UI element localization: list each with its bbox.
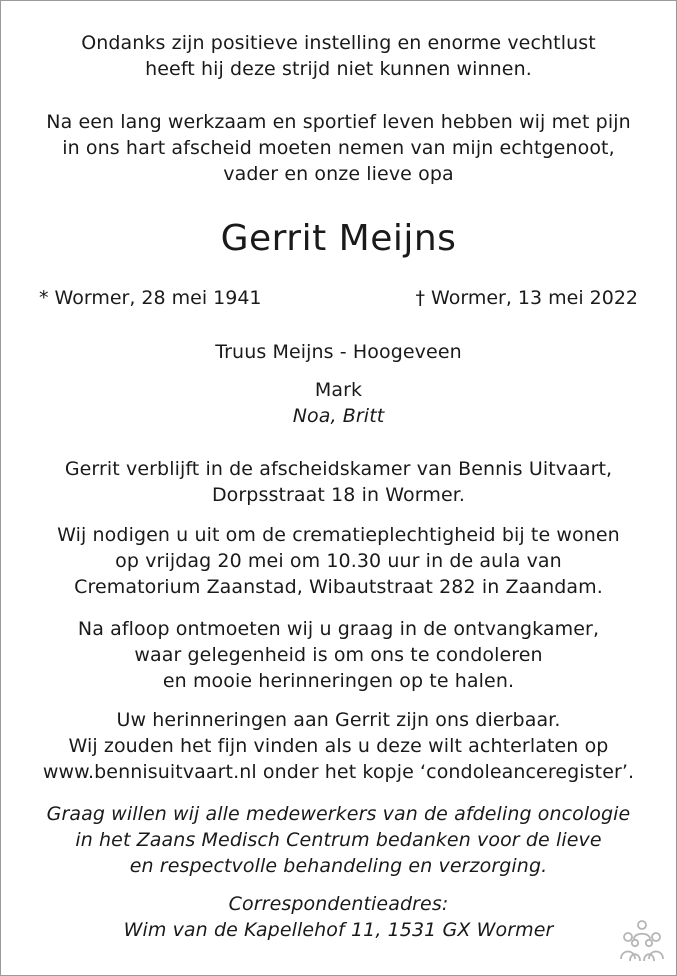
- reception-line: en mooie herinneringen op te halen.: [162, 670, 515, 692]
- ceremony-line: Wij nodigen u uit om de crematieplechtigheid bij te wonen: [57, 524, 620, 546]
- ceremony-text: [0, 522, 677, 600]
- intro-text: [0, 30, 677, 82]
- grandchildren-names: Noa, Britt: [292, 405, 385, 427]
- thanks-line: Graag willen wij alle medewerkers van de afdeling oncologie: [46, 803, 631, 825]
- ceremony-line: op vrijdag 20 mei om 10.30 uur in de aula van: [115, 550, 562, 572]
- announcement-text: [0, 109, 677, 187]
- child-name: Mark: [314, 379, 363, 401]
- reception-line: Na afloop ontmoeten wij u graag in de ontvangkamer,: [77, 618, 600, 640]
- correspondence-label: Correspondentieadres:: [228, 893, 449, 915]
- deceased-name: Gerrit Meijns: [220, 218, 457, 259]
- location-line: Dorpsstraat 18 in Wormer.: [211, 484, 466, 506]
- intro-line: Ondanks zijn positieve instelling en enorme vechtlust: [81, 32, 596, 54]
- reception-line: waar gelegenheid is om ons te condoleren: [134, 644, 543, 666]
- location-line: Gerrit verblijft in de afscheidskamer van Bennis Uitvaart,: [64, 458, 613, 480]
- thanks-line: in het Zaans Medisch Centrum bedanken voor de lieve: [75, 829, 602, 851]
- memories-line: Uw herinneringen aan Gerrit zijn ons dierbaar.: [116, 709, 561, 731]
- announcement-line: vader en onze lieve opa: [223, 163, 454, 185]
- children-names: [0, 377, 677, 429]
- thanks-text: [0, 801, 677, 879]
- intro-line: heeft hij deze strijd niet kunnen winnen.: [145, 58, 532, 80]
- spouse-name: [0, 339, 677, 365]
- correspondence-address: [0, 891, 677, 943]
- thanks-line: en respectvolle behandeling en verzorging.: [129, 855, 548, 877]
- reception-text: [0, 616, 677, 694]
- correspondence-line: Wim van de Kapellehof 11, 1531 GX Wormer: [123, 919, 554, 941]
- location-text: [0, 456, 677, 508]
- birth-date: * Wormer, 28 mei 1941: [39, 287, 262, 309]
- death-date: † Wormer, 13 mei 2022: [415, 287, 638, 309]
- announcement-line: in ons hart afscheid moeten nemen van mijn echtgenoot,: [62, 137, 615, 159]
- memories-text: [0, 707, 677, 785]
- memories-line: Wij zouden het fijn vinden als u deze wilt achterlaten op: [68, 735, 609, 757]
- announcement-line: Na een lang werkzaam en sportief leven hebben wij met pijn: [46, 111, 631, 133]
- spouse-line: Truus Meijns - Hoogeveen: [215, 341, 462, 363]
- family-people-icon: [617, 917, 667, 965]
- ceremony-line: Crematorium Zaanstad, Wibautstraat 282 in Zaandam.: [74, 576, 603, 598]
- memories-line: www.bennisuitvaart.nl onder het kopje ‘condoleanceregister’.: [42, 761, 635, 783]
